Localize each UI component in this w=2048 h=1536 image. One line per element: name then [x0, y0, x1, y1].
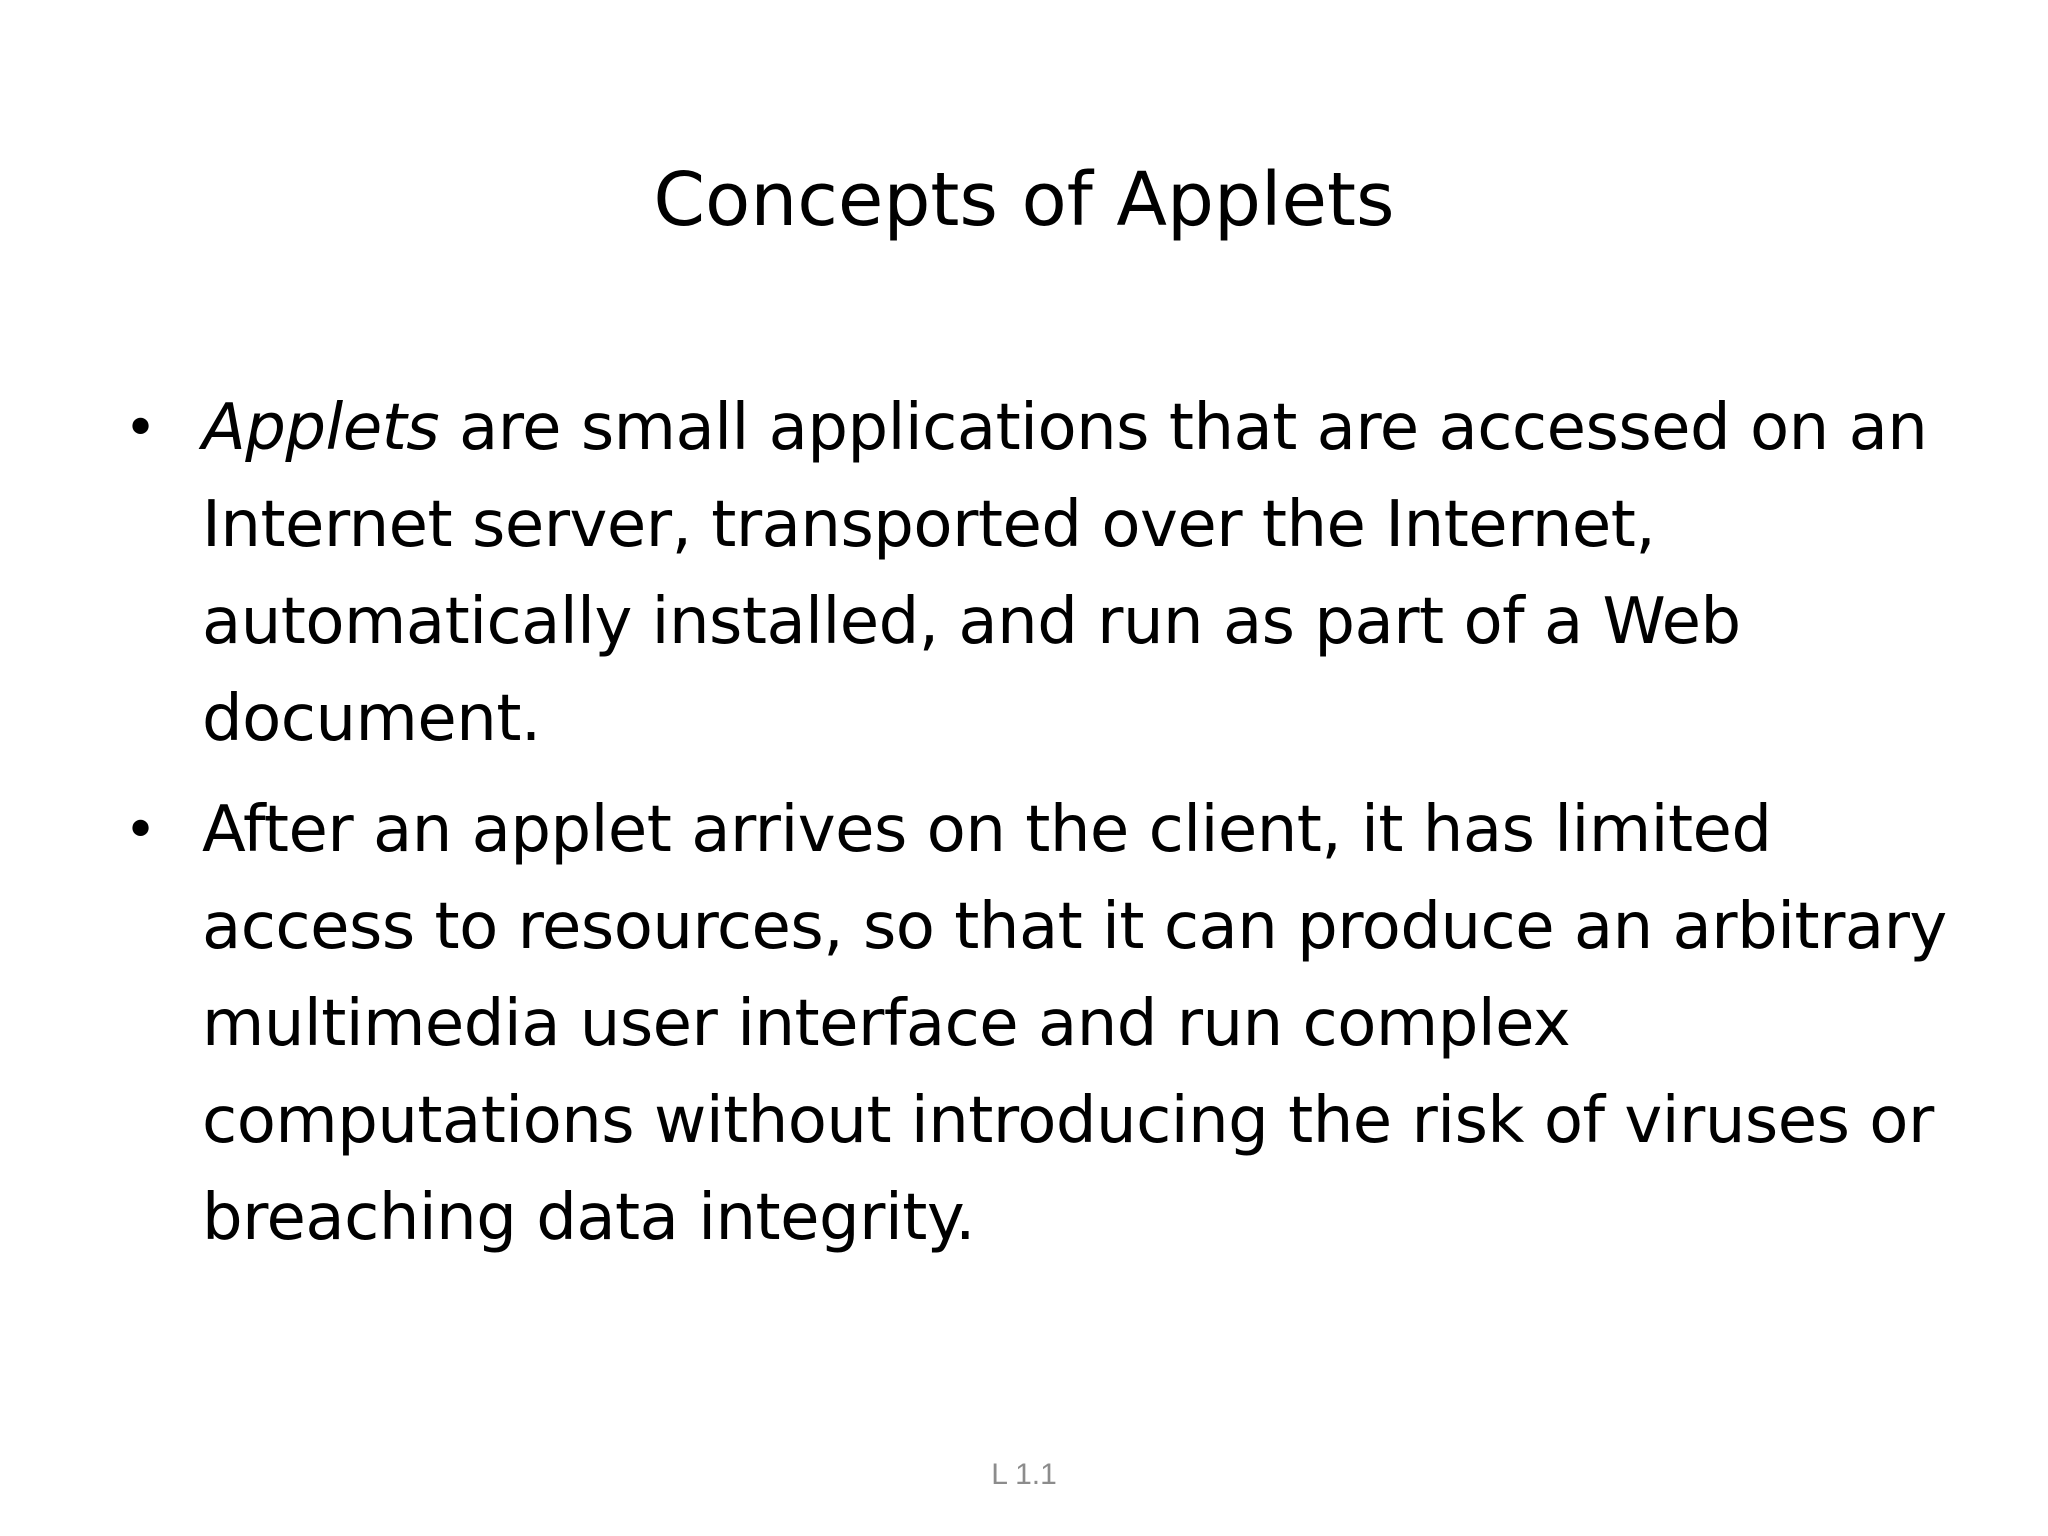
bullet-text: are small applications that are accessed on an Internet server, transported over the Internet, automatically installed, and run as part of a Web document.: [202, 391, 1928, 756]
slide-title: Concepts of Applets: [653, 157, 1395, 243]
bullet-item: [120, 380, 1960, 768]
bullet-text: After an applet arrives on the client, it has limited access to resources, so that it can produce an arbitrary multimedia user interface and run complex computations without introducing the risk of viruses or breaching data integrity.: [202, 793, 1947, 1255]
slide-footer-label: L 1.1: [991, 1458, 1057, 1491]
bullet-lead-italic: Applets: [202, 391, 440, 465]
bullet-icon: •: [124, 798, 157, 863]
bullet-icon: •: [124, 396, 157, 461]
bullet-item: [120, 782, 1960, 1267]
bullet-list: [120, 380, 1960, 1281]
